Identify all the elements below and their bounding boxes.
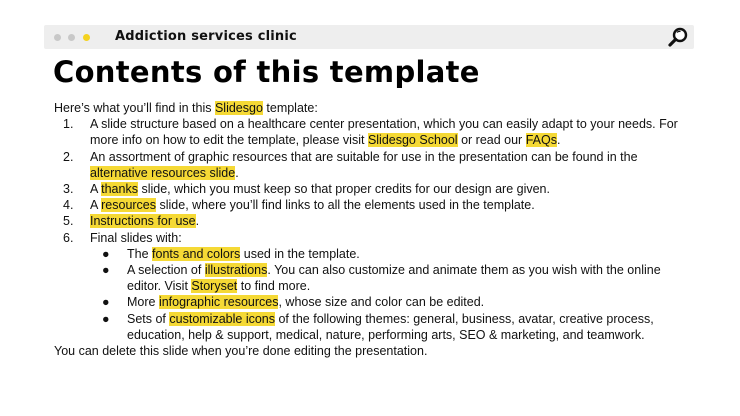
item-text: . (235, 165, 239, 180)
item-text: . (556, 133, 561, 148)
bullet-icon: ● (102, 263, 110, 278)
item-text: A (90, 198, 102, 213)
search-icon[interactable] (667, 26, 689, 48)
list-item (90, 294, 694, 310)
item-text: A slide structure based on a healthcare center presentation, which you can easily adapt to your needs. For more info on how to edit the template, please visit (90, 117, 678, 148)
list-item (54, 181, 694, 197)
list-item (90, 262, 694, 294)
item-text: An assortment of graphic resources that are suitable for use in the presentation can be found in the (90, 149, 638, 164)
list-number: 1. (63, 117, 74, 132)
storyset-link[interactable]: Storyset (191, 279, 238, 294)
item-text: A (90, 182, 102, 197)
item-text: Sets of (127, 311, 170, 326)
item-text: used in the template. (240, 246, 360, 261)
list-item (54, 230, 694, 343)
list-item (90, 311, 694, 343)
list-item (54, 116, 694, 148)
window-dot-icon (68, 34, 75, 41)
resources-link[interactable]: resources (101, 198, 157, 213)
faqs-link[interactable]: FAQs (525, 133, 557, 148)
item-text: A selection of (127, 263, 205, 278)
item-text: slide, which you must keep so that proper credits for our design are given. (137, 182, 550, 197)
instructions-link[interactable]: Instructions for use (90, 214, 196, 229)
bullet-icon: ● (102, 246, 110, 261)
infographic-resources-link[interactable]: infographic resources (158, 295, 279, 310)
item-text: or read our (457, 133, 526, 148)
list-number: 2. (63, 149, 74, 164)
intro-text (54, 100, 694, 116)
item-text: , whose size and color can be edited. (278, 295, 485, 310)
illustrations-link[interactable]: illustrations (204, 263, 268, 278)
outro-text: You can delete this slide when you’re done editing the presentation. (54, 344, 428, 359)
list-number: 6. (63, 230, 74, 245)
contents-body (54, 100, 694, 359)
customizable-icons-link[interactable]: customizable icons (169, 311, 275, 326)
intro-text-part: Here’s what you’ll find in this (54, 101, 215, 115)
list-number: 3. (63, 182, 74, 197)
alternative-resources-link[interactable]: alternative resources slide (90, 165, 236, 180)
slidesgo-link[interactable]: Slidesgo (214, 101, 263, 115)
item-text: slide, where you’ll find links to all the elements used in the template. (156, 198, 535, 213)
item-text: . (195, 214, 200, 229)
slidesgo-school-link[interactable]: Slidesgo School (367, 133, 458, 148)
window-dot-accent-icon (83, 34, 90, 41)
item-text: The (127, 246, 153, 261)
item-text: Final slides with: (90, 230, 182, 245)
list-item (90, 246, 694, 262)
window-bar (44, 25, 694, 49)
item-text: More (127, 295, 159, 310)
item-text: to find more. (237, 279, 311, 294)
bullet-icon: ● (102, 295, 110, 310)
page-title: Contents of this template (53, 55, 480, 89)
list-item (54, 213, 694, 229)
window-title: Addiction services clinic (115, 29, 297, 44)
list-item (54, 149, 694, 181)
fonts-colors-link[interactable]: fonts and colors (152, 246, 241, 261)
list-number: 4. (63, 198, 74, 213)
list-item (54, 197, 694, 213)
bullet-icon: ● (102, 311, 110, 326)
item-text: . You can also customize and animate them as you wish with the online editor. Visit (127, 263, 661, 294)
list-number: 5. (63, 214, 74, 229)
final-slides-list (90, 246, 694, 343)
window-dot-icon (54, 34, 61, 41)
item-text: of the following themes: general, business, avatar, creative process, education, help & support, medical, nature, performing arts, SEO & marketing, and teamwork. (127, 311, 654, 342)
thanks-link[interactable]: thanks (101, 182, 138, 197)
intro-text-part: template: (262, 101, 318, 115)
contents-list (54, 116, 694, 343)
